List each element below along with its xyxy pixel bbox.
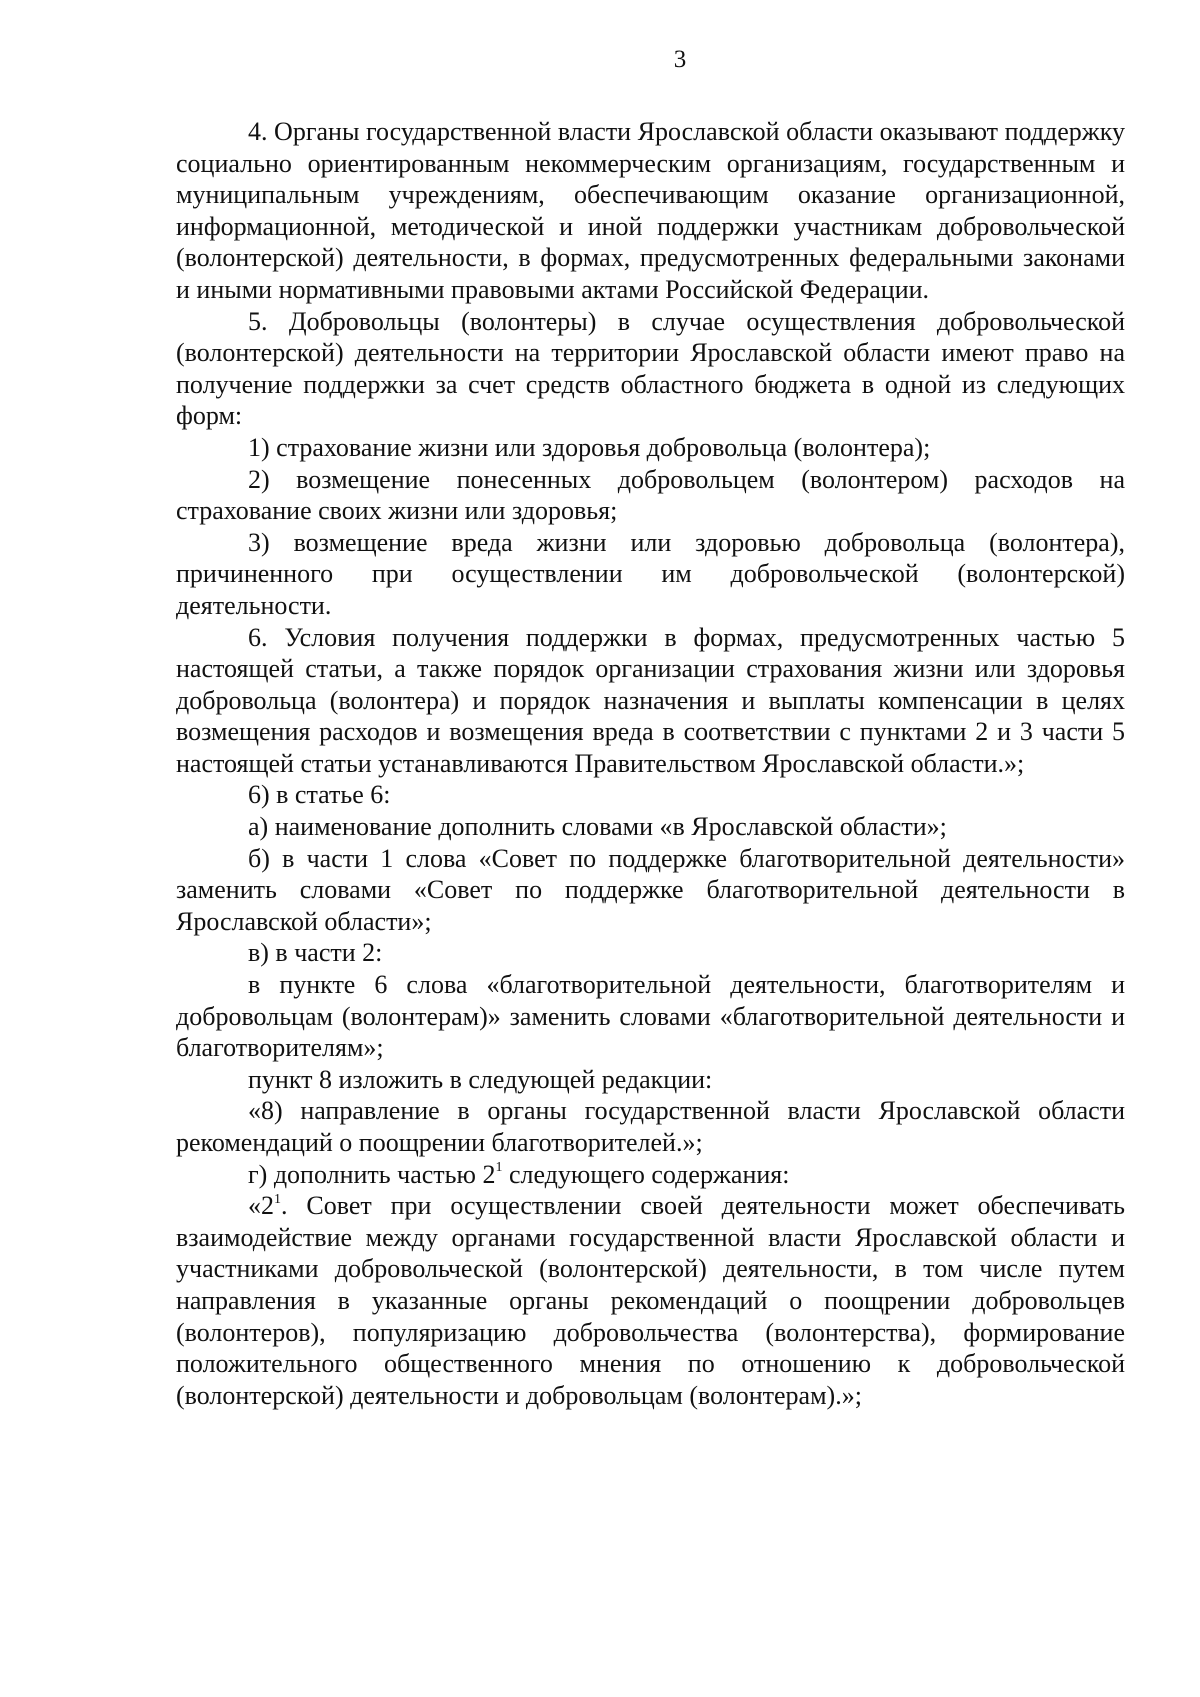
paragraph-2-1 <box>176 1190 1125 1411</box>
paragraph-v-item-8: пункт 8 изложить в следующей редакции: <box>248 1064 713 1094</box>
paragraph-5-item-1: 1) страхование жизни или здоровья добровольца (волонтера); <box>248 432 931 462</box>
document-body <box>176 116 1125 1411</box>
paragraph-a: а) наименование дополнить словами «в Ярославской области»; <box>248 812 947 842</box>
page-number: 3 <box>673 46 687 73</box>
paragraph-g <box>176 1159 1125 1191</box>
paragraph-2-1-before: «2 <box>248 1191 274 1221</box>
paragraph-2-1-after: . Совет при осуществлении своей деятельности может обеспечивать взаимодействие между органами государственной власти Ярославской области и участниками добровольческой (волонтерской) деятельности, в том числе путем направления в указанные органы рекомендаций о поощрении добровольцев (волонтеров), популяризацию добровольчества (волонтерства), формирование положительного общественного мнения по отношению к добровольческой (волонтерской) деятельности и добровольцам (волонтерам).»; <box>176 1191 1125 1410</box>
paragraph-5-item-3: 3) возмещение вреда жизни или здоровью добровольца (волонтера), причиненного при осуществлении им добровольческой (волонтерской) деятельности. <box>176 527 1125 620</box>
paragraph-6: 6. Условия получения поддержки в формах, предусмотренных частью 5 настоящей статьи, а также порядок организации страхования жизни или здоровья добровольца (волонтера) и порядок назначения и выплаты компенсации в целях возмещения расходов и возмещения вреда в соответствии с пунктами 2 и 3 части 5 настоящей статьи устанавливаются Правительством Ярославской области.»; <box>176 622 1125 778</box>
paragraph-v: в) в части 2: <box>248 938 383 968</box>
paragraph-article-6: 6) в статье 6: <box>248 780 391 810</box>
paragraph-v-item-8-text: «8) направление в органы государственной власти Ярославской области рекомендаций о поощрении благотворителей.»; <box>176 1096 1125 1157</box>
paragraph-5-item-2: 2) возмещение понесенных добровольцем (волонтером) расходов на страхование своих жизни или здоровья; <box>176 464 1125 526</box>
paragraph-4: 4. Органы государственной власти Ярославской области оказывают поддержку социально ориентированным некоммерческим организациям, государственным и муниципальным учреждениям, обеспечивающим оказание организационной, информационной, методической и иной поддержки участникам добровольческой (волонтерской) деятельности, в формах, предусмотренных федеральными законами и иными нормативными правовыми актами Российской Федерации. <box>176 117 1125 304</box>
paragraph-g-before: г) дополнить частью 2 <box>248 1159 496 1189</box>
paragraph-b: б) в части 1 слова «Совет по поддержке благотворительной деятельности» заменить словами «Совет по поддержке благотворительной деятельности в Ярославской области»; <box>176 843 1125 936</box>
paragraph-2-1-superscript: 1 <box>274 1191 281 1207</box>
paragraph-g-superscript: 1 <box>495 1159 503 1175</box>
paragraph-g-after: следующего содержания: <box>502 1159 790 1189</box>
paragraph-v-item-6: в пункте 6 слова «благотворительной деятельности, благотворителям и добровольцам (волонтерам)» заменить словами «благотворительной деятельности и благотворителям»; <box>176 970 1125 1063</box>
paragraph-5: 5. Добровольцы (волонтеры) в случае осуществления добровольческой (волонтерской) деятельности на территории Ярославской области имеют право на получение поддержки за счет средств областного бюджета в одной из следующих форм: <box>176 306 1125 431</box>
